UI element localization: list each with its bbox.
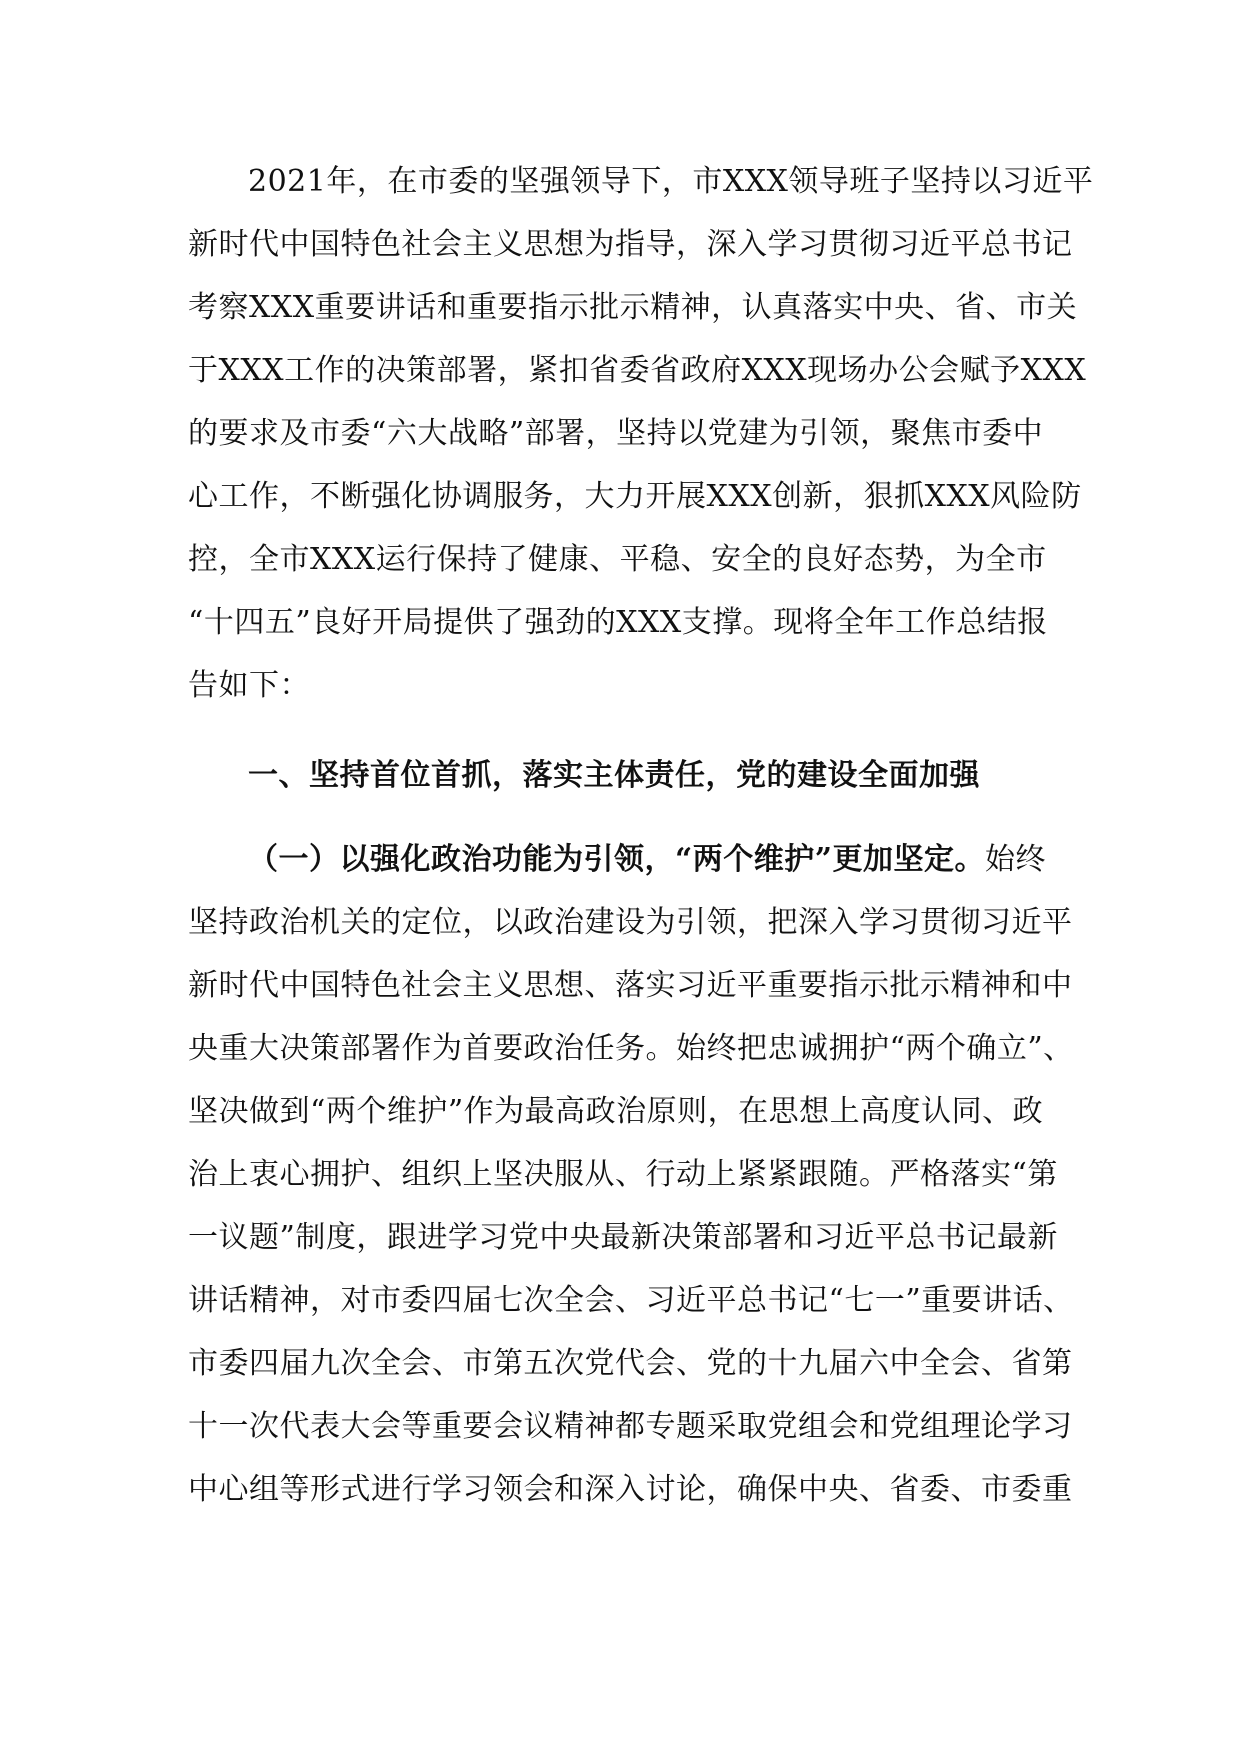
paragraph-1-line-1: 2021年，在市委的坚强领导下，市XXX领导班子坚持以习近平 xyxy=(248,164,1094,199)
subheading-continuation: 始终 xyxy=(985,842,1047,877)
section-1-line-7: 一议题”制度，跟进学习党中央最新决策部署和习近平总书记最新 xyxy=(188,1220,1058,1255)
section-1-line-1 xyxy=(248,840,1058,880)
section-1-line-8: 讲话精神，对市委四届七次全会、习近平总书记“七一”重要讲话、 xyxy=(188,1283,1074,1318)
section-1-line-2: 坚持政治机关的定位，以政治建设为引领，把深入学习贯彻习近平 xyxy=(188,905,1073,940)
paragraph-1-line-8: “十四五”良好开局提供了强劲的XXX支撑。现将全年工作总结报 xyxy=(188,605,1048,640)
paragraph-1-line-6: 心工作，不断强化协调服务，大力开展XXX创新，狠抓XXX风险防 xyxy=(188,479,1082,514)
section-1-line-3: 新时代中国特色社会主义思想、落实习近平重要指示批示精神和中 xyxy=(188,968,1073,1003)
section-1-line-4: 央重大决策部署作为首要政治任务。始终把忠诚拥护“两个确立”、 xyxy=(188,1031,1074,1066)
paragraph-1-line-5: 的要求及市委“六大战略”部署，坚持以党建为引领，聚焦市委中 xyxy=(188,416,1044,451)
section-1-line-5: 坚决做到“两个维护”作为最高政治原则，在思想上高度认同、政 xyxy=(188,1094,1044,1129)
subheading: （一）以强化政治功能为引领，“两个维护”更加坚定。 xyxy=(248,842,986,877)
paragraph-1-line-7: 控，全市XXX运行保持了健康、平稳、安全的良好态势，为全市 xyxy=(188,542,1047,577)
paragraph-1-line-3: 考察XXX重要讲话和重要指示批示精神，认真落实中央、省、市关 xyxy=(188,290,1078,325)
section-1-line-9: 市委四届九次全会、市第五次党代会、党的十九届六中全会、省第 xyxy=(188,1346,1073,1381)
paragraph-1-line-4: 于XXX工作的决策部署，紧扣省委省政府XXX现场办公会赋予XXX xyxy=(188,353,1087,388)
section-1-line-10: 十一次代表大会等重要会议精神都专题采取党组会和党组理论学习 xyxy=(188,1409,1073,1444)
paragraph-1-line-2: 新时代中国特色社会主义思想为指导，深入学习贯彻习近平总书记 xyxy=(188,227,1073,262)
section-1-line-6: 治上衷心拥护、组织上坚决服从、行动上紧紧跟随。严格落实“第 xyxy=(188,1157,1058,1192)
section-1-line-11: 中心组等形式进行学习领会和深入讨论，确保中央、省委、市委重 xyxy=(188,1472,1073,1507)
paragraph-1-line-9: 告如下： xyxy=(188,668,310,703)
section-heading: 一、坚持首位首抓，落实主体责任，党的建设全面加强 xyxy=(248,758,980,793)
